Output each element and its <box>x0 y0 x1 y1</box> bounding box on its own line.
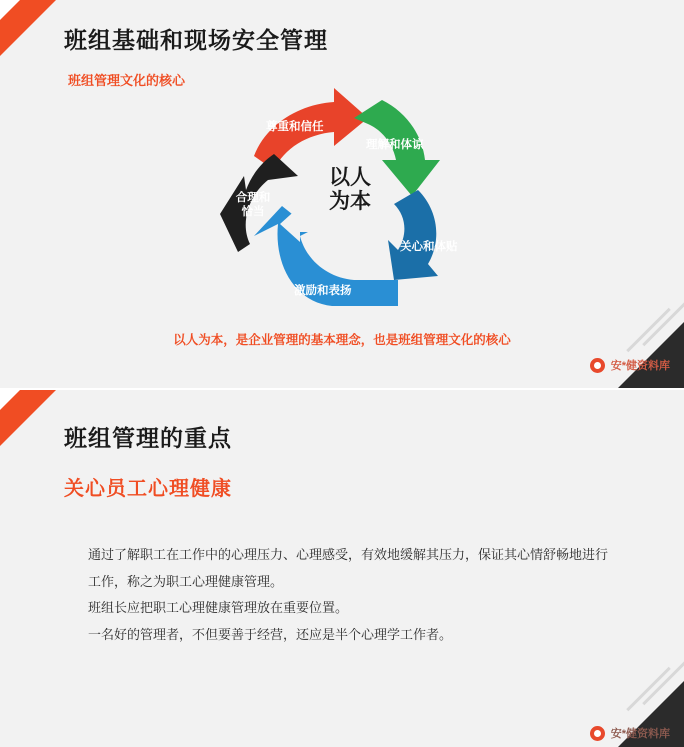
watermark-text: 安*健资料库 <box>610 360 670 372</box>
watermark-top <box>590 357 670 373</box>
body-paragraph: 通过了解职工在工作中的心理压力、心理感受，有效地缓解其压力，保证其心情舒畅地进行工作，称之为职工心理健康管理。 <box>88 547 609 589</box>
slide-two-subtitle: 关心员工心理健康 <box>64 478 232 500</box>
center-label-line1: 以人 <box>329 166 371 189</box>
slide-two <box>0 390 684 747</box>
corner-triangle-inner-icon <box>0 0 20 20</box>
label-reasonable-line1: 合理和 <box>235 192 271 204</box>
watermark-text-2: 安*健资料库 <box>610 728 670 740</box>
slide-one-footer: 以人为本，是企业管理的基本理念，也是班组管理文化的核心 <box>173 333 511 347</box>
body-paragraph: 一名好的管理者，不但要善于经营，还应是半个心理学工作者。 <box>88 626 453 642</box>
people-centered-cycle-diagram <box>182 84 502 324</box>
corner-dark-triangle-icon <box>618 322 684 388</box>
segment-care <box>388 190 438 280</box>
label-reasonable-line2: 恰当 <box>241 206 265 219</box>
label-understanding: 理解和体谅 <box>366 139 424 151</box>
center-label-line2: 为本 <box>329 189 371 213</box>
slide-two-title: 班组管理的重点 <box>64 425 232 451</box>
label-care: 关心和体贴 <box>400 241 458 253</box>
slide-one-title: 班组基础和现场安全管理 <box>64 27 328 53</box>
diagram-center-label <box>318 166 382 213</box>
label-reasonable <box>230 191 276 220</box>
circle-logo-icon-2 <box>590 726 605 741</box>
watermark-bottom <box>590 725 670 741</box>
label-respect: 尊重和信任 <box>266 121 324 133</box>
body-paragraph: 班组长应把职工心理健康管理放在重要位置。 <box>88 600 349 616</box>
circle-logo-icon <box>590 358 605 373</box>
label-encouragement: 激励和表扬 <box>294 285 352 297</box>
slide-one-subtitle: 班组管理文化的核心 <box>68 73 186 88</box>
corner-triangle-inner-icon-2 <box>0 390 20 410</box>
slide-two-body <box>88 542 608 649</box>
